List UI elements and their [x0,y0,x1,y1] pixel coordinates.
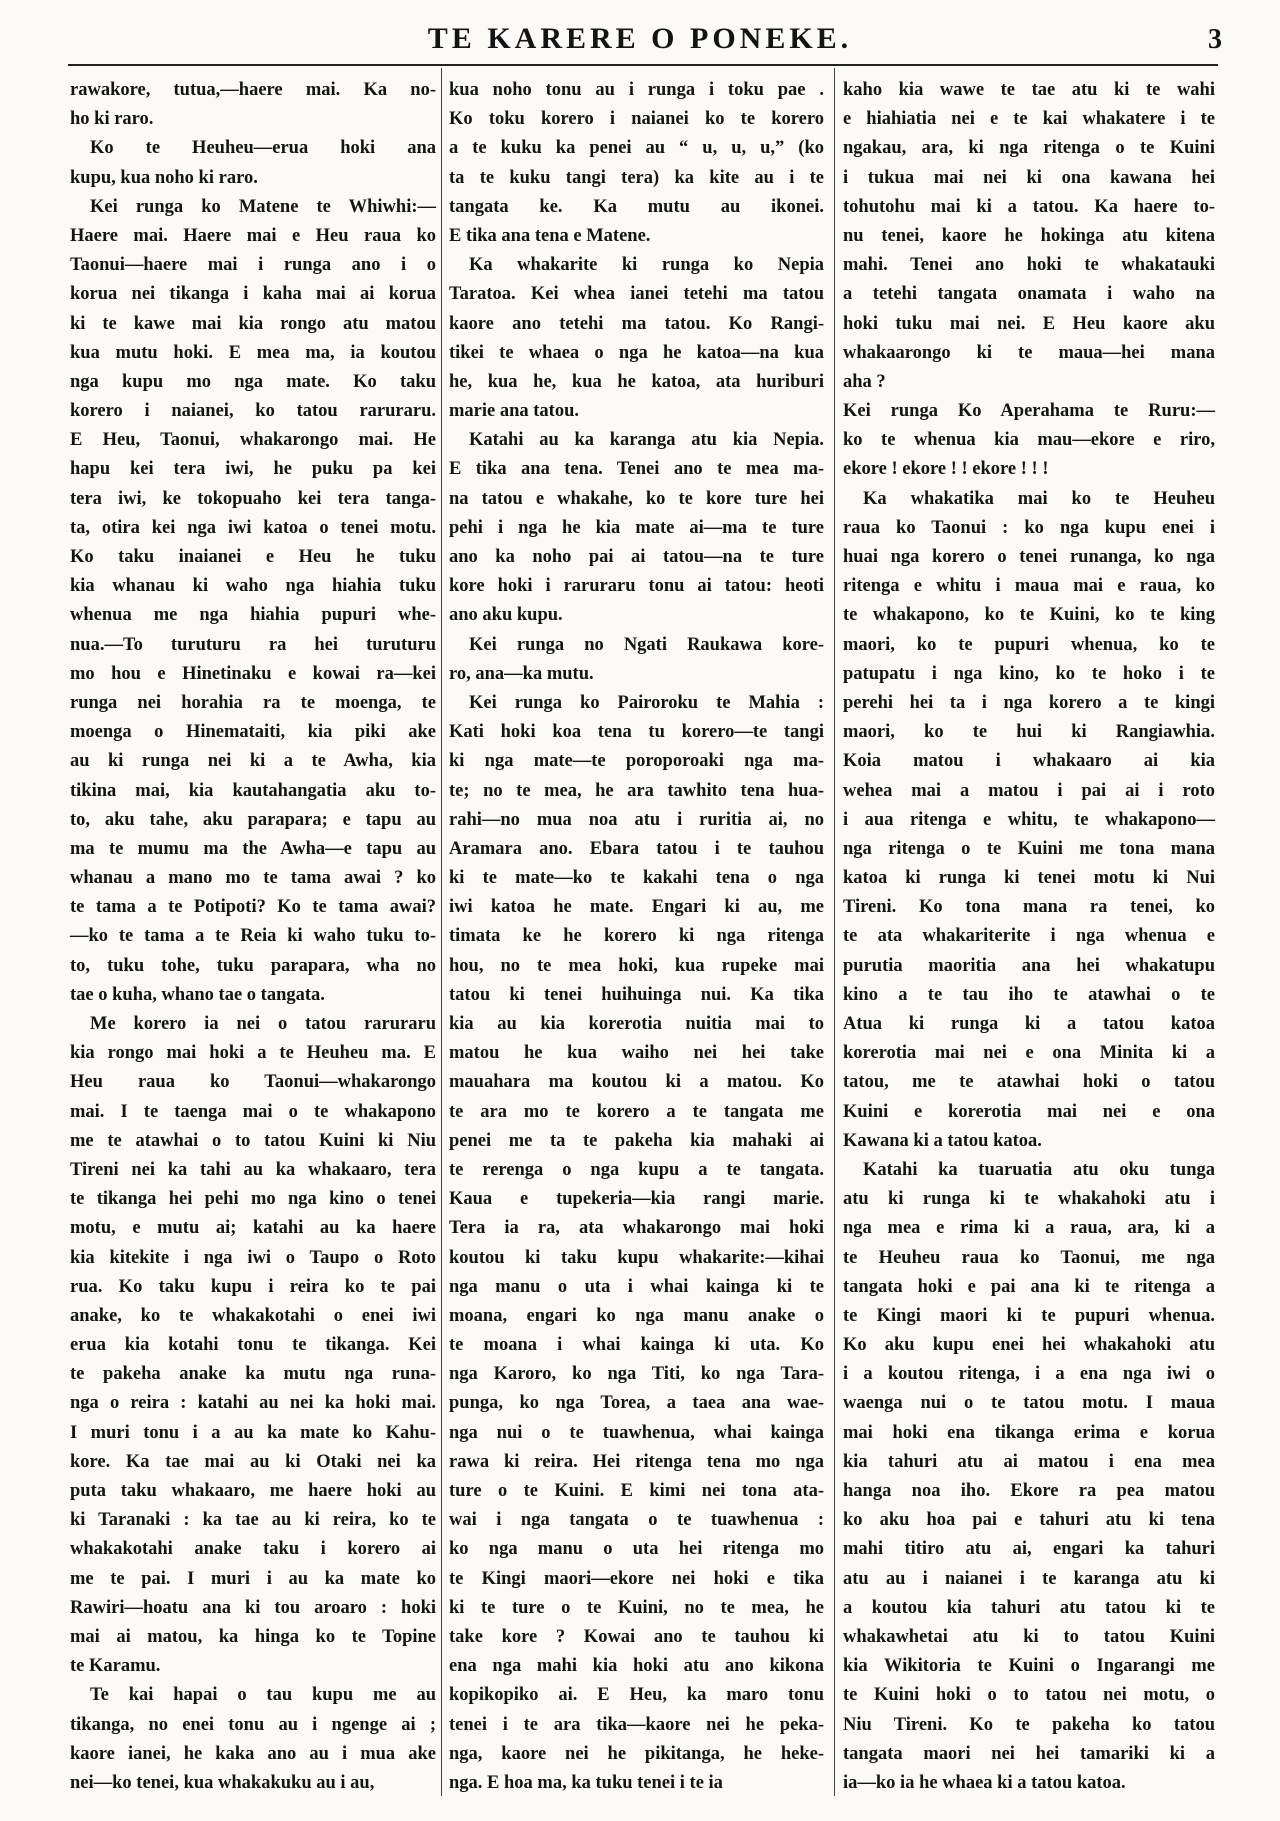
text-line: Haere mai. Haere mai e Heu raua ko [70,225,436,246]
article-paragraph [449,251,824,426]
text-line: nga o reira : katahi au nei ka hoki mai. [70,1393,436,1414]
text-line: e hiahiatia nei e te kai whakatere i te [843,109,1215,130]
text-line: ture o te Kuini. E kimi nei tona ata- [449,1481,824,1501]
text-line: Kei runga ko Matene te Whiwhi:— [90,196,436,217]
text-line: nga ritenga o te Kuini me tona mana [843,838,1215,859]
text-line: kaore ano tetehi ma tatou. Ko Rangi- [449,313,824,334]
text-line: Atua ki runga ki a tatou katoa [843,1014,1215,1034]
text-line: Koia matou i whakaaro ai kia [843,751,1215,772]
text-line: me te atawhai o to tatou Kuini ki Niu [70,1130,436,1151]
text-line: te moana i whai kainga ki uta. Ko [449,1335,824,1356]
text-line: tangata maori nei hei tamariki ki a [843,1743,1215,1764]
text-line: te Kingi maori ki te pupuri whenua. [843,1305,1215,1326]
text-line: kia au kia korerotia nuitia mai to [449,1014,824,1034]
text-line: te tama a te Potipoti? Ko te tama awai? [70,897,436,918]
text-line: Heu raua ko Taonui—whakarongo [70,1072,436,1093]
text-line: kia kitekite i nga iwi o Taupo o Roto [70,1247,436,1268]
text-line: ia—ko ia he whaea ki a tatou katoa. [843,1772,1126,1793]
text-line: na tatou e whakahe, ko te kore ture hei [449,488,824,509]
text-line: hapu kei tera iwi, he puku pa kei [70,459,436,480]
text-line: perehi hei ta i nga korero a te kingi [843,692,1215,713]
text-line: he, kua he, kua he katoa, ata huriburi [449,371,824,392]
text-line: kia Wikitoria te Kuini o Ingarangi me [843,1656,1215,1677]
text-line: ki te kawe mai kia rongo atu matou [70,313,436,334]
text-line: te Kingi maori—ekore nei hoki e tika [449,1568,824,1589]
text-line: i a koutou ritenga, i a ena nga iwi o [843,1364,1215,1385]
text-line: Kati hoki koa tena tu korero—te tangi [449,722,824,743]
text-line: ma te mumu ma the Awha—e tapu au [70,838,436,859]
text-line: mai ai matou, ka hinga ko te Topine [70,1626,436,1647]
text-line: Kei runga ko Pairoroku te Mahia : [469,692,824,713]
text-line: rahi—no mua noa atu i ruritia ai, no [449,809,824,830]
text-line: rawakore, tutua,—haere mai. Ka no- [70,80,436,100]
text-line: ena nga mahi kia hoki atu ano kikona [449,1656,824,1677]
text-line: mai hoki ena tikanga erima e korua [843,1422,1215,1443]
text-line: ekore ! ekore ! ! ekore ! ! ! [843,459,1049,480]
text-line: me te pai. I muri i au ka mate ko [70,1568,436,1589]
text-line: kua mutu hoki. E mea ma, ia koutou [70,342,436,363]
text-line: ta, otira kei nga iwi katoa o tenei motu. [70,517,436,538]
text-line: kopikopiko ai. E Heu, ka maro tonu [449,1685,824,1706]
text-line: Tera ia ra, ata whakarongo mai hoki [449,1218,824,1239]
text-line: te rerenga o nga kupu a te tangata. [449,1159,824,1180]
text-line: tangata ke. Ka mutu au ikonei. [449,196,824,217]
text-line: a tetehi tangata onamata i waho na [843,284,1215,305]
text-line: punga, ko nga Torea, a taea ana wae- [449,1393,824,1414]
text-line: E tika ana tena e Matene. [449,225,651,246]
text-line: matou he kua waiho nei hei take [449,1043,824,1064]
text-line: Ka whakarite ki runga ko Nepia [469,255,824,276]
text-line: to, tuku tohe, tuku parapara, wha no [70,955,436,976]
text-line: ko aku hoa pai e tahuri atu ki tena [843,1510,1215,1531]
text-line: Taonui—haere mai i runga ano i o [70,255,436,276]
text-line: kia whanau ki waho nga hiahia tuku [70,576,436,597]
text-line: I muri tonu i a au ka mate ko Kahu- [70,1422,436,1443]
text-line: tikina mai, kia kautahangatia aku to- [70,780,436,801]
article-paragraph [843,1156,1215,1798]
text-line: aha ? [843,371,886,392]
text-line: Kei runga no Ngati Raukawa kore- [469,634,824,655]
text-line: atu ki runga ki te whakahoki atu i [843,1189,1215,1210]
text-line: Me korero ia nei o tatou raruraru [90,1014,436,1034]
text-line: ro, ana—ka mutu. [449,663,594,684]
text-line: mauahara ma koutou ki a matou. Ko [449,1072,824,1093]
text-line: a koutou kia tahuri atu tatou ki te [843,1597,1215,1618]
text-line: raua ko Taonui : ko nga kupu enei i [843,517,1215,538]
newspaper-title: TE KARERE O PONEKE. [427,22,853,55]
text-line: i aua ritenga e whitu, te whakapono— [843,809,1215,830]
article-paragraph [843,76,1215,397]
text-line: katoa ki runga ki tenei motu ki Nui [843,868,1215,889]
text-line: te pakeha anake ka mutu nga runa- [70,1364,436,1385]
column-3 [843,76,1215,1798]
text-line: puta taku whakaaro, me haere hoki au [70,1481,436,1501]
text-line: te ara mo te korero a te tangata me [449,1101,824,1122]
text-line: whakakotahi anake taku i korero ai [70,1539,436,1560]
text-line: ki te ture o te Kuini, no te mea, he [449,1597,824,1618]
text-line: te Kuini hoki o to tatou nei motu, o [843,1685,1215,1706]
text-line: whakawhetai atu ki to tatou Kuini [843,1626,1215,1647]
text-line: i tukua mai nei ki ona kawana hei [843,167,1215,188]
page-number: 3 [1208,24,1222,55]
text-line: mahi. Tenei ano hoki te whakatauki [843,255,1215,276]
text-line: mo hou e Hinetinaku e kowai ra—kei [70,663,436,684]
text-line: marie ana tatou. [449,401,579,422]
text-line: ki te mate—ko te kakahi tena o nga [449,868,824,889]
article-paragraph [449,631,824,689]
article-paragraph [843,397,1215,485]
text-line: te ata whakariterite i nga whenua e [843,926,1215,947]
article-paragraph [70,76,436,134]
text-line: Katahi ka tuaruatia atu oku tunga [863,1159,1215,1180]
text-line: nga kupu mo nga mate. Ko taku [70,371,436,392]
text-line: kua noho tonu au i runga i toku pae . [449,80,824,100]
text-line: koutou ki taku kupu whakarite:—kihai [449,1247,824,1268]
text-line: Kawana ki a tatou katoa. [843,1130,1042,1151]
column-divider [834,68,835,1796]
article-paragraph [449,689,824,1798]
text-line: kore hoki i raruraru tonu ai tatou: heoti [449,576,824,597]
text-line: —ko te tama a te Reia ki waho tuku to- [70,926,436,947]
text-line: Niu Tireni. Ko te pakeha ko tatou [843,1714,1215,1735]
text-line: Te kai hapai o tau kupu me au [90,1685,436,1706]
text-line: moenga o Hinemataiti, kia piki ake [70,722,436,743]
text-line: hou, no te mea hoki, kua rupeke mai [449,955,824,976]
text-line: purutia maoritia ana hei whakatupu [843,955,1215,976]
text-line: a te kuku ka penei au “ u, u, u,” (ko [449,138,824,159]
text-line: nu tenei, kaore he hokinga atu kitena [843,225,1215,246]
text-line: penei me ta te pakeha kia mahaki ai [449,1130,824,1151]
text-line: ki Taranaki : ka tae au ki reira, ko te [70,1510,436,1531]
masthead [0,22,1280,62]
text-line: pehi i nga he kia mate ai—ma te ture [449,517,824,538]
text-line: Rawiri—hoatu ana ki tou aroaro : hoki [70,1597,436,1618]
article-paragraph [449,76,824,251]
text-line: ritenga e whitu i maua mai e raua, ko [843,576,1215,597]
article-paragraph [70,1010,436,1681]
text-line: korero i naianei, ko tatou raruraru. [70,401,436,422]
text-line: te; no te mea, he ara tawhito tena hua- [449,780,824,801]
text-line: nga, kaore nei he pikitanga, he heke- [449,1743,824,1764]
text-line: tatou ki tenei huihuinga nui. Ka tika [449,984,824,1005]
text-line: motu, e mutu ai; katahi au ka haere [70,1218,436,1239]
text-line: nga manu o uta i whai kainga ki te [449,1276,824,1297]
text-line: Kei runga Ko Aperahama te Ruru:— [843,401,1215,422]
text-line: kupu, kua noho ki raro. [70,167,258,188]
text-line: nua.—To turuturu ra hei turuturu [70,634,436,655]
text-line: erua kia kotahi tonu te tikanga. Kei [70,1335,436,1356]
article-paragraph [70,134,436,192]
text-line: E tika ana tena. Tenei ano te mea ma- [449,459,824,480]
text-line: E Heu, Taonui, whakarongo mai. He [70,430,436,451]
text-line: te tikanga hei pehi mo nga kino o tenei [70,1189,436,1210]
text-line: moana, engari ko nga manu anake o [449,1305,824,1326]
text-line: tera iwi, ke tokopuaho kei tera tanga- [70,488,436,509]
text-line: Taratoa. Kei whea ianei tetehi ma tatou [449,284,824,305]
column-1 [70,76,436,1798]
text-line: te Heuheu raua ko Taonui, me nga [843,1247,1215,1268]
text-line: Kuini e korerotia mai nei e ona [843,1101,1215,1122]
text-line: ngakau, ara, ki nga ritenga o te Kuini [843,138,1215,159]
text-line: Tireni nei ka tahi au ka whakaaro, tera [70,1159,436,1180]
text-line: kia rongo mai hoki a te Heuheu ma. E [70,1043,436,1064]
text-line: kaho kia wawe te tae atu ki te wahi [843,80,1215,100]
column-2 [449,76,824,1798]
text-line: ta te kuku tangi tera) ka kite au i te [449,167,824,188]
text-line: tikei te whaea o nga he katoa—na kua [449,342,824,363]
text-line: kino a te tau iho te atawhai o te [843,984,1215,1005]
text-line: ho ki raro. [70,109,154,130]
article-paragraph [843,485,1215,1156]
text-line: hoki tuku mai nei. E Heu kaore aku [843,313,1215,334]
text-line: whanau a mano mo te tama awai ? ko [70,868,436,889]
text-line: nga Karoro, ko nga Titi, ko nga Tara- [449,1364,824,1385]
column-divider [441,68,442,1796]
text-line: ano aku kupu. [449,605,563,626]
article-paragraph [70,193,436,1010]
text-line: wehea mai a matou i pai ai i roto [843,780,1215,801]
text-line: runga nei horahia ra te moenga, te [70,692,436,713]
text-line: kaore ianei, he kaka ano au i mua ake [70,1743,436,1764]
text-line: te Karamu. [70,1656,161,1677]
text-line: korerotia mai nei e ona Minita ki a [843,1043,1215,1064]
text-line: ki nga mate—te poroporoaki nga ma- [449,751,824,772]
text-line: Ka whakatika mai ko te Heuheu [863,488,1215,509]
text-line: au ki runga nei ki a te Awha, kia [70,751,436,772]
text-line: Ko te Heuheu—erua hoki ana [90,138,436,159]
text-line: Ko aku kupu enei hei whakahoki atu [843,1335,1215,1356]
text-line: mai. I te taenga mai o te whakapono [70,1101,436,1122]
text-line: ano ka noho pai ai tatou—na te ture [449,547,824,567]
text-line: Tireni. Ko tona mana ra tenei, ko [843,897,1215,918]
text-line: tae o kuha, whano tae o tangata. [70,984,325,1005]
text-line: Aramara ano. Ebara tatou i te tauhou [449,838,824,859]
text-line: kia tahuri atu ai matou i ena mea [843,1451,1215,1472]
text-line: kore. Ka tae mai au ki Otaki nei ka [70,1451,436,1472]
text-line: nei—ko tenei, kua whakakuku au i au, [70,1772,375,1793]
text-line: anake, ko te whakakotahi o enei iwi [70,1305,436,1326]
text-line: timata ke he korero ki nga ritenga [449,926,824,947]
article-paragraph [449,426,824,630]
header-rule [68,64,1218,66]
text-line: maori, ko te hui ki Rangiawhia. [843,722,1215,743]
text-line: maori, ko te pupuri whenua, ko te [843,634,1215,655]
text-line: korua nei tikanga i kaha mai ai korua [70,284,436,305]
text-line: wai i nga tangata o te tuawhenua : [449,1510,824,1531]
text-line: patupatu i nga kino, ko te hoko i te [843,663,1215,684]
text-line: tangata hoki e pai ana ki te ritenga a [843,1276,1215,1297]
article-paragraph [70,1681,436,1798]
text-line: nga mea e rima ki a raua, ara, ki a [843,1218,1215,1239]
text-line: tohutohu mai ki a tatou. Ka haere to- [843,196,1215,217]
text-line: rua. Ko taku kupu i reira ko te pai [70,1276,436,1297]
text-line: mahi titiro atu ai, engari ka tahuri [843,1539,1215,1560]
text-line: Katahi au ka karanga atu kia Nepia. [469,430,824,451]
text-line: Ko taku inaianei e Heu he tuku [70,547,436,567]
text-line: huai nga korero o tenei runanga, ko nga [843,547,1215,567]
text-line: tatou, me te atawhai hoki o tatou [843,1072,1215,1093]
text-line: tenei i te ara tika—kaore nei he peka- [449,1714,824,1735]
text-line: whenua me nga hiahia pupuri whe- [70,605,436,626]
text-line: Kaua e tupekeria—kia rangi marie. [449,1189,824,1210]
text-line: to, aku tahe, aku parapara; e tapu au [70,809,436,830]
text-line: nga nui o te tuawhenua, whai kainga [449,1422,824,1443]
text-line: whakaarongo ki te maua—hei mana [843,342,1215,363]
text-line: nga. E hoa ma, ka tuku tenei i te ia [449,1772,723,1793]
text-line: rawa ki reira. Hei ritenga tena mo nga [449,1451,824,1472]
text-line: tikanga, no enei tonu au i ngenge ai ; [70,1714,436,1735]
text-line: ko te whenua kia mau—ekore e riro, [843,430,1215,451]
text-line: waenga nui o te tatou motu. I maua [843,1393,1215,1414]
text-line: Ko toku korero i naianei ko te korero [449,109,824,130]
text-line: iwi katoa he mate. Engari ki au, me [449,897,824,918]
text-line: te whakapono, ko te Kuini, ko te king [843,605,1215,626]
text-line: ko nga manu o uta hei ritenga mo [449,1539,824,1560]
text-line: take kore ? Kowai ano te tauhou ki [449,1626,824,1647]
text-line: atu au i naianei i te karanga atu ki [843,1568,1215,1589]
text-line: hanga noa iho. Ekore ra pea matou [843,1481,1215,1501]
